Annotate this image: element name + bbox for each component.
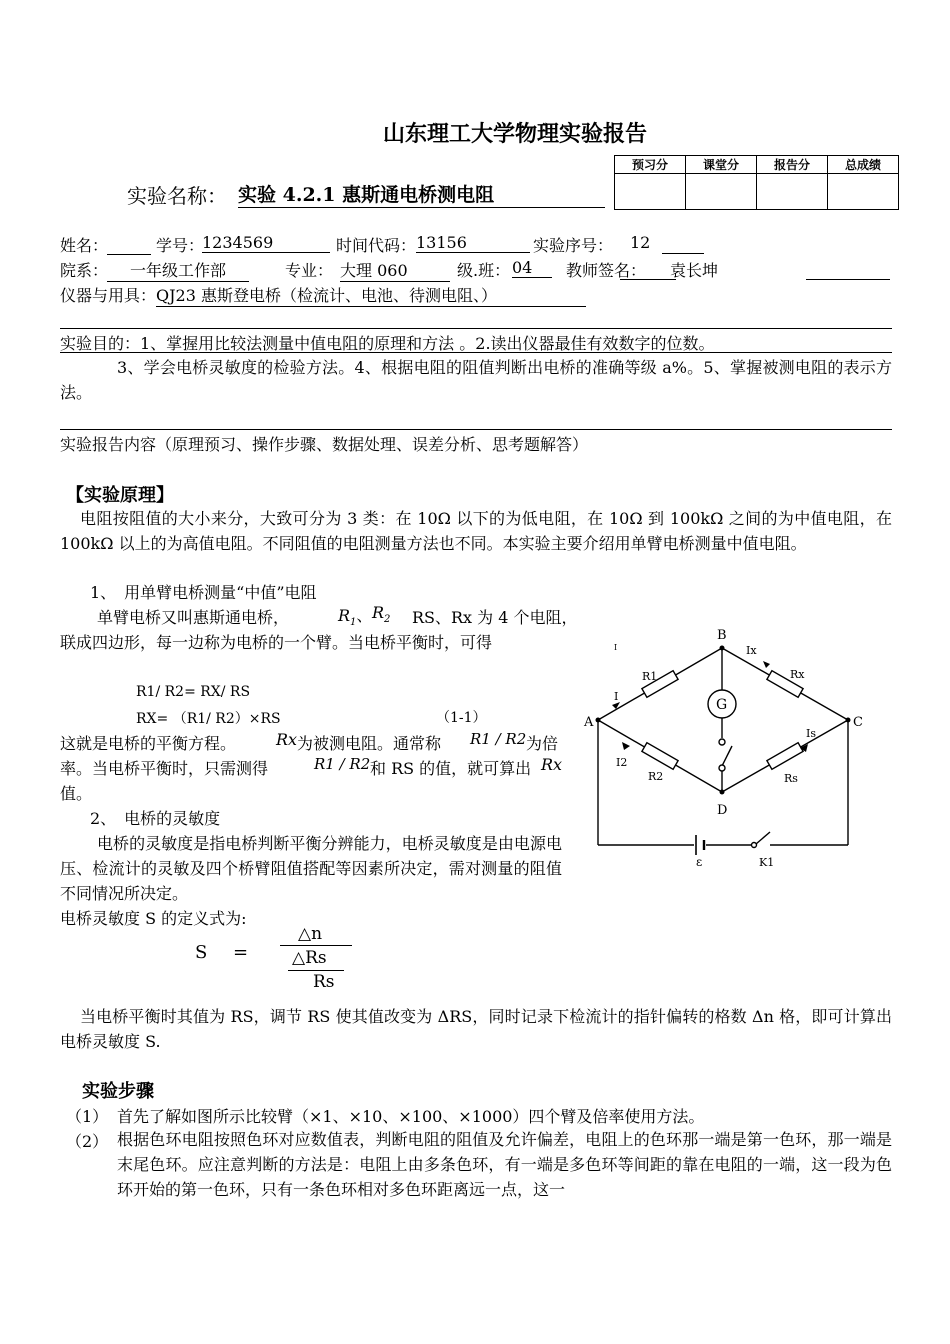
seq-value: 12 [630, 233, 651, 252]
ratio-symbol-2: R1 / R2 [314, 755, 371, 773]
steps-heading: 实验步骤 [82, 1081, 154, 1102]
name-label: 姓名： [60, 236, 109, 255]
score-header-report: 报告分 [757, 156, 828, 174]
principle-p1b: RS、Rx 为 4 个电阻， [412, 608, 578, 627]
principle-p3b: 和 RS 的值，就可算出 [370, 759, 532, 778]
principle-p7: 当电桥平衡时其值为 RS，调节 RS 使其值改变为 ΔRS，同时记录下检流计的指针偏转的格数 Δn 格，即可计算出电桥灵敏度 S. [60, 1007, 892, 1051]
principle-p5: 电桥的灵敏度是指电桥判断平衡分辨能力，电桥灵敏度是由电源电压、检流计的灵敏及四个桥臂阻值搭配等因素所决定，需对测量的阻值不同情况所决定。 [60, 834, 562, 903]
label-rs: Rs [784, 772, 798, 785]
label-r2: R2 [648, 770, 664, 783]
galvanometer-switch-icon [722, 746, 732, 766]
formula-rs: Rs [313, 972, 335, 992]
student-id-label: 学号： [156, 236, 205, 255]
student-id-value: 1234569 [202, 233, 330, 253]
label-i: I [614, 690, 619, 703]
step-1-text: 首先了解如图所示比较臂（×1、×10、×100、×1000）四个臂及倍率使用方法。 [117, 1107, 705, 1126]
r2-symbol: $R_2$ [372, 603, 391, 626]
purpose-rule [60, 352, 892, 353]
principle-p1a: 单臂电桥又叫惠斯通电桥， [97, 608, 290, 627]
rx-symbol: Rx [276, 730, 298, 749]
label-epsilon: ε [696, 855, 703, 869]
teacher-value: 袁长坤 [670, 261, 719, 280]
formula-delta-n: △n [298, 924, 323, 944]
score-table [614, 155, 899, 210]
formula-main-bar [280, 945, 352, 946]
principle-p2c: 为倍 [526, 734, 559, 753]
wheatstone-bridge-diagram [570, 620, 890, 870]
seq-underline [662, 253, 704, 254]
principle-p3a: 率。当电桥平衡时，只需测得 [60, 759, 269, 778]
label-r1: R1 [642, 670, 658, 683]
purpose-line-2: 3、学会电桥灵敏度的检验方法。4、根据电阻的阻值判断出电桥的准确等级 a%。5、掌握被测电阻的表示方法。 [60, 358, 892, 402]
experiment-name-label: 实验名称： [127, 184, 227, 208]
time-code-value: 13156 [416, 233, 530, 253]
teacher-label: 教师签名： [566, 261, 647, 280]
score-value-report[interactable] [757, 174, 828, 210]
principle-p6: 电桥灵敏度 S 的定义式为: [60, 909, 247, 928]
page-title: 山东理工大学物理实验报告 [382, 121, 647, 147]
experiment-name-value: 实验 4.2.1 惠斯通电桥测电阻 [238, 180, 605, 208]
formula-sub-bar [288, 970, 344, 971]
purpose-line-1: 实验目的：1、掌握用比较法测量中值电阻的原理和方法 。2.读出仪器最佳有效数字的位数。 [60, 334, 715, 353]
equipment-label: 仪器与用具： [60, 286, 157, 305]
score-header-preview: 预习分 [615, 156, 686, 174]
teacher-underline-right [806, 279, 890, 280]
principle-sub1: 1、 用单臂电桥测量“中值”电阻 [90, 583, 317, 602]
principle-heading: 【实验原理】 [66, 485, 174, 506]
step-2-text: 根据色环电阻按照色环对应数值表，判断电阻的阻值及允许偏差，电阻上的色环那一端是第一色环，那一端是末尾色环。应注意判断的方法是：电阻上由多条色环，有一端是多色环等间距的靠在电阻的一端，这一段为色环开始的第一色环，只有一条色环相对多色环距离远一点，这一 [117, 1130, 892, 1199]
equation-2-number: （1-1） [436, 710, 487, 726]
formula-delta-rs: △Rs [292, 948, 327, 968]
label-is: Is [806, 727, 816, 740]
report-content-rule [60, 429, 892, 430]
score-value-preview[interactable] [615, 174, 686, 210]
formula-equals: = [233, 942, 249, 963]
principle-p4: 值。 [60, 784, 93, 803]
label-c: C [853, 715, 863, 730]
seq-label: 实验序号： [533, 236, 614, 255]
node-a [596, 718, 601, 723]
equation-2: RX= （R1/ R2）×RS [136, 711, 281, 727]
label-rx: Rx [790, 668, 805, 681]
node-c [846, 718, 851, 723]
dept-value: 一年级工作部 [107, 258, 249, 282]
teacher-underline [620, 279, 676, 280]
score-header-class: 课堂分 [686, 156, 757, 174]
purpose-top-rule [60, 328, 892, 329]
score-value-total[interactable] [828, 174, 899, 210]
node-b [720, 646, 725, 651]
resistor-r2 [642, 743, 678, 770]
class-value: 04 [512, 258, 552, 278]
label-ix: Ix [746, 644, 757, 657]
label-b: B [717, 628, 727, 643]
resistor-rs [767, 743, 803, 770]
equation-1: R1/ R2= RX/ RS [136, 684, 251, 700]
class-label: 级.班： [457, 261, 511, 280]
label-i2: I2 [616, 756, 628, 769]
score-header-total: 总成绩 [828, 156, 899, 174]
r1-symbol: $R_1$、 [338, 606, 373, 629]
major-value: 大理 060 [340, 258, 450, 282]
k1-switch-icon [756, 832, 770, 844]
ratio-symbol: R1 / R2 [470, 730, 527, 748]
principle-p2b: 为被测电阻。通常称 [297, 734, 442, 753]
principle-intro: 电阻按阻值的大小来分，大致可分为 3 类：在 10Ω 以下的为低电阻，在 10Ω 到 100kΩ 之间的为中值电阻，在 100kΩ 以上的为高值电阻。不同阻值的电阻测量方法也不同。本实验主要介绍用单臂电桥测量中值电阻。 [60, 509, 892, 553]
report-content: 实验报告内容（原理预习、操作步骤、数据处理、误差分析、思考题解答） [60, 435, 589, 454]
arrow-ix [763, 661, 770, 668]
arrow-i2 [622, 742, 630, 750]
node-d [720, 790, 725, 795]
dept-label: 院系： [60, 261, 109, 280]
equipment-value: QJ23 惠斯登电桥（检流计、电池、待测电阻、） [156, 283, 586, 307]
formula-s: S [195, 942, 208, 963]
score-value-class[interactable] [686, 174, 757, 210]
label-mark: I [614, 643, 618, 652]
principle-p1c: 联成四边形，每一边称为电桥的一个臂。当电桥平衡时，可得 [60, 633, 493, 652]
rx-symbol-2: Rx [541, 755, 563, 774]
label-k1: K1 [759, 856, 775, 869]
switch-contact-bottom [719, 765, 725, 771]
step-2-number: （2） [66, 1132, 109, 1151]
principle-sub2: 2、 电桥的灵敏度 [90, 809, 221, 828]
label-a: A [584, 715, 594, 730]
switch-contact-top [719, 739, 725, 745]
principle-p2a: 这就是电桥的平衡方程。 [60, 734, 237, 753]
step-1-number: （1） [66, 1107, 109, 1126]
label-d: D [717, 803, 728, 818]
label-g: G [716, 697, 728, 713]
major-label: 专业： [285, 261, 334, 280]
time-code-label: 时间代码： [336, 236, 417, 255]
name-value [107, 233, 151, 255]
k1-contact [752, 843, 757, 848]
